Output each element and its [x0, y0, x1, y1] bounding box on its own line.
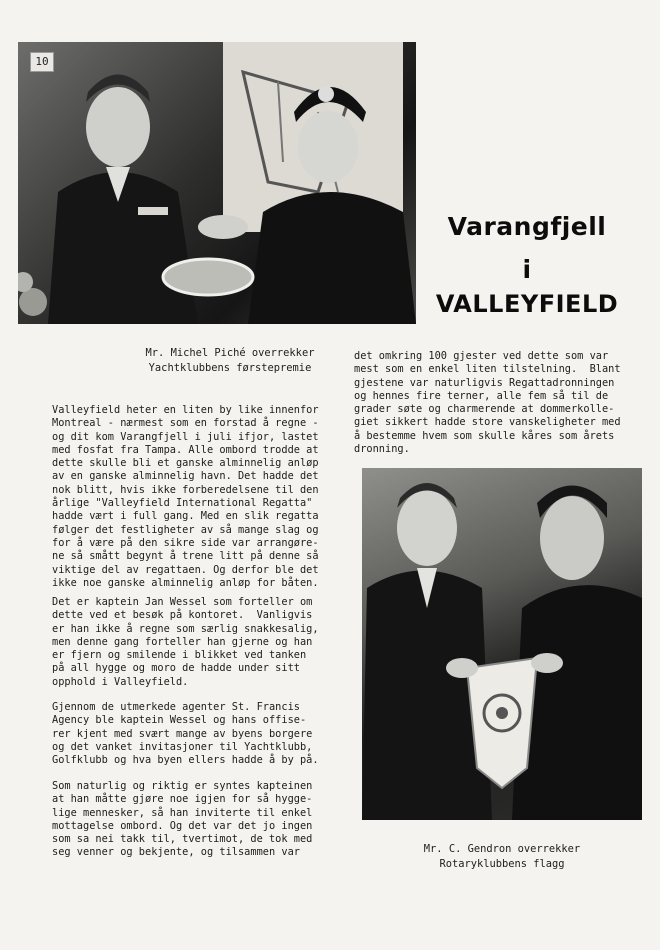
bottom-photo — [362, 468, 642, 820]
photo-figures-bottom — [362, 468, 642, 820]
headline-line-1: Varangfjell — [447, 212, 607, 241]
left-paragraph-1: Valleyfield heter en liten by like innenfor Montreal - nærmest som en forstad å regne - og dit kom Varangfjell i juli ifjor, lastet med fosfat fra Tampa. Alle ombord trodde at dette skulle bli et ganske alminnelig anløp av en ganske alminnelig havn. Det hadde det nok blitt, hvis ikke forberedelsene til den årlige "Valleyfield International Regatta" hadde vært i full gang. Med en slik regatta følger det festligheter av så mange slag og for å være på den sikre side var arrangøre- ne så smått begynt å trene litt på denne så viktige del av regattaen. Og derfor ble det ikke noe ganske alminnelig anløp for båten. — [52, 404, 319, 589]
left-paragraph-2: Det er kaptein Jan Wessel som forteller om dette ved et besøk på kontoret. Vanligvis er han ikke å regne som særlig snakkesalig, men denne gang forteller han gjerne og han er fjern og smilende i blikket ved tanken på all hygge og moro de hadde under sitt opphold i Valleyfield. — [52, 596, 319, 688]
top-photo — [18, 42, 416, 324]
photo-figures — [18, 42, 416, 324]
page-number: 10 — [30, 52, 54, 72]
right-paragraph-1: det omkring 100 gjester ved dette som var mest som en enkel liten tilstelning. Blant gjestene var naturligvis Regattadronningen og hennes fire terner, alle fem så til de grader søte og charmerende at dommerkolle- giet sikkert hadde store vanskeligheter med å bestemme hvem som skulle kåres som årets dronning. — [354, 350, 621, 456]
headline-line-2: i — [522, 255, 532, 284]
top-photo-caption: Mr. Michel Piché overrekker Yachtklubbens førstepremie — [145, 347, 315, 374]
headline-line-3: VALLEYFIELD — [435, 290, 619, 318]
bottom-photo-caption: Mr. C. Gendron overrekker Rotaryklubbens flagg — [423, 843, 581, 870]
left-paragraph-4: Som naturlig og riktig er syntes kapteinen at han måtte gjøre noe igjen for så hygge- lige mennesker, så han inviterte til enkel mottagelse ombord. Og det var det jo ingen som sa nei takk til, tvertimot, de tok med seg venner og bekjente, og tilsammen var — [52, 780, 313, 859]
left-paragraph-3: Gjennom de utmerkede agenter St. Francis Agency ble kaptein Wessel og hans offise- rer kjent med svært mange av byens borgere og det vanket invitasjoner til Yachtklubb, Golfklubb og hva byen ellers hadde å by på. — [52, 701, 319, 767]
